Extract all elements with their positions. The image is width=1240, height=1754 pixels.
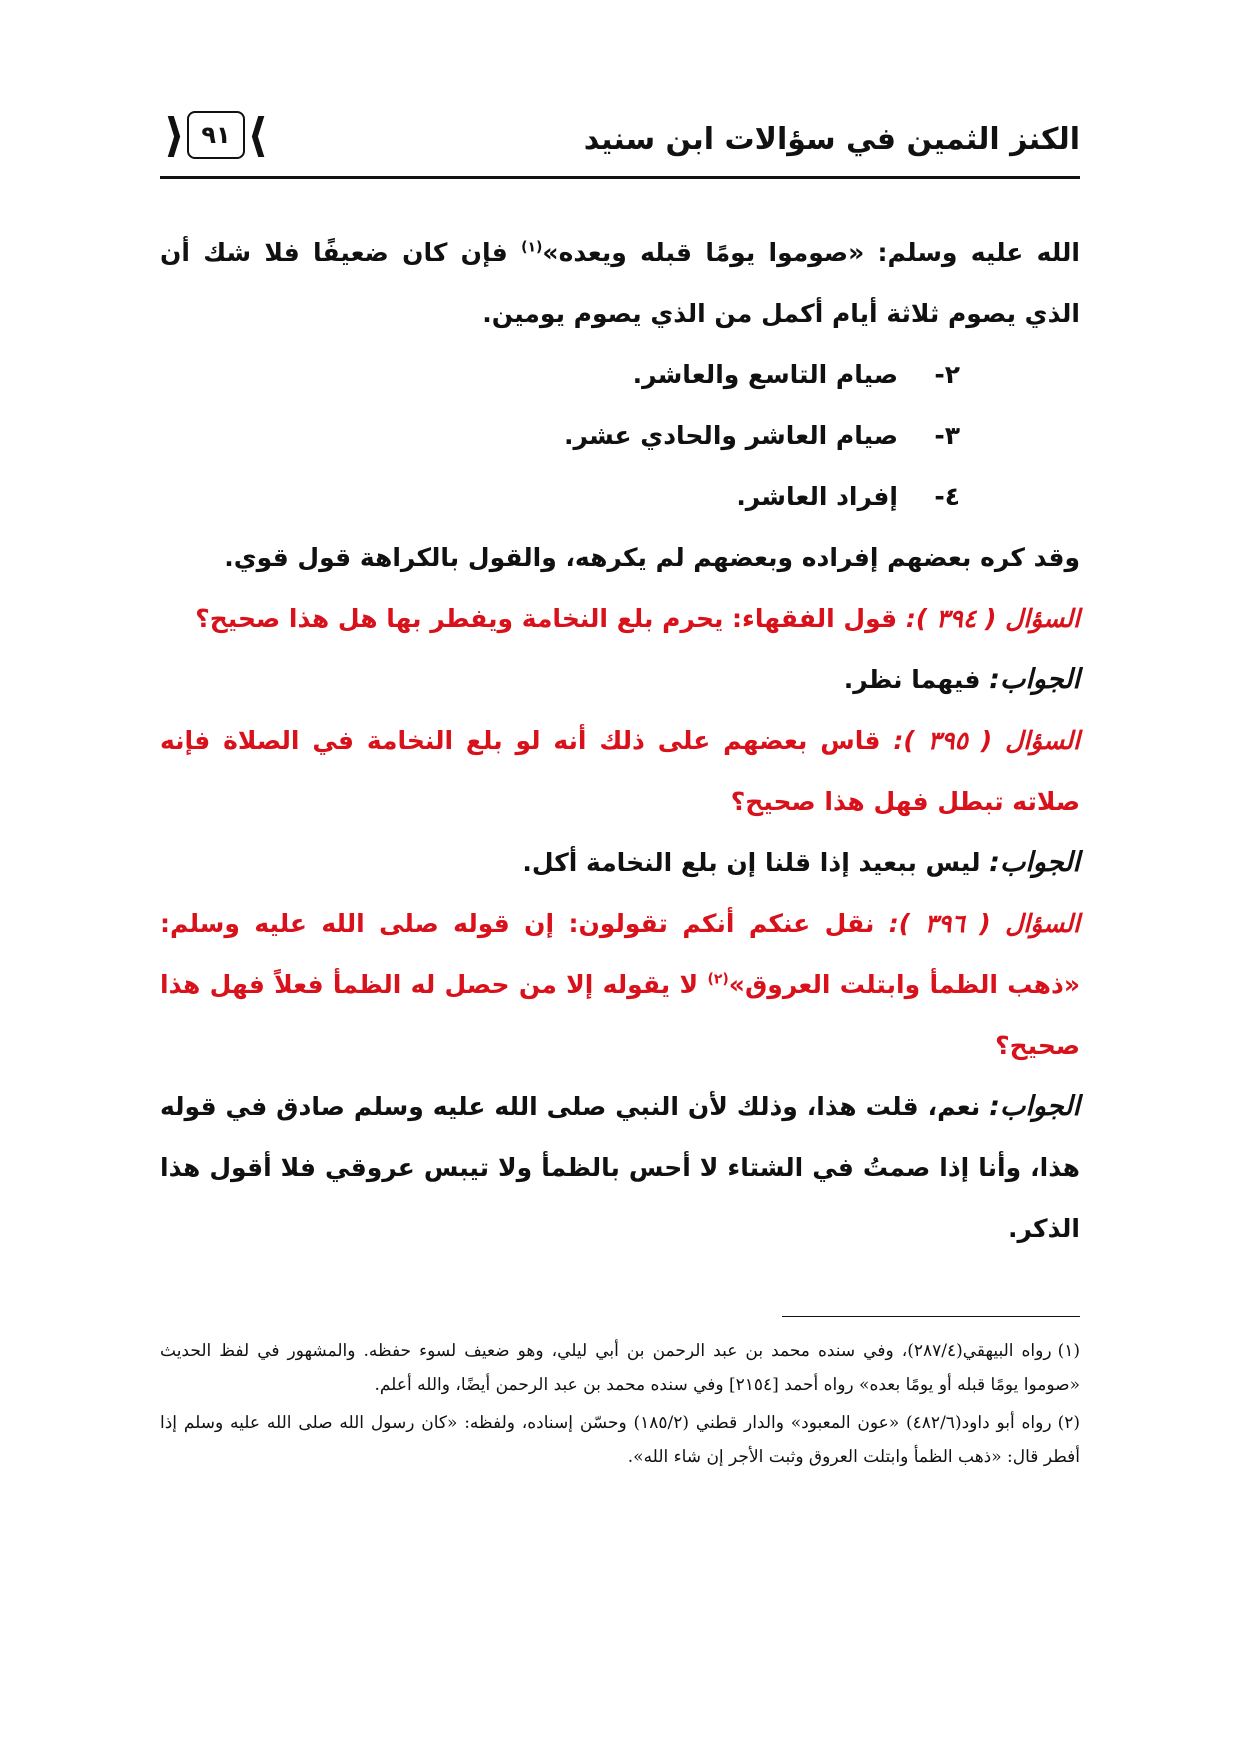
question-395: السؤال ( ٣٩٥ ): قاس بعضهم على ذلك أنه لو بلع النخامة في الصلاة فإنه صلاته تبطل فهل هذا صحيح؟ [160,726,1080,816]
page-number: ٩١ [187,111,245,159]
page-header [160,100,1080,179]
page-number-badge [160,106,272,164]
list-item: ٢- صيام التاسع والعاشر. [632,360,960,389]
answer-395: الجواب: ليس ببعيد إذا قلنا إن بلع النخامة أكل. [522,847,1080,878]
paragraph-intro: الله عليه وسلم: «صوموا يومًا قبله ويعده»$^{(١)}$ فإن كان ضعيفًا فلا شك أن الذي يصوم ثلاثة أيام أكمل من الذي يصوم يومين. [160,238,1080,328]
list-item: ٣- صيام العاشر والحادي عشر. [564,421,960,450]
footnote-divider [782,1316,1080,1317]
book-title: الكنز الثمين في سؤالات ابن سنيد [583,122,1080,157]
footnote-2: (٢)رواه أبو داود(٤٨٢/٦) «عون المعبود» والدار قطني (١٨٥/٢) وحسّن إسناده، ولفظه: «كان رسول الله صلى الله عليه وسلم إذا أفطر قال: «ذهب الظمأ وابتلت العروق وثبت الأجر إن شاء الله». [160,1413,1080,1467]
paragraph-karaha: وقد كره بعضهم إفراده وبعضهم لم يكرهه، والقول بالكراهة قول قوي. [224,543,1080,572]
list-item: ٤- إفراد العاشر. [736,482,960,511]
footnote-ref-1[interactable]: (١) [521,239,543,256]
answer-396: الجواب: نعم، قلت هذا، وذلك لأن النبي صلى الله عليه وسلم صادق في قوله هذا، وأنا إذا صمتُ في الشتاء لا أحس بالظمأ ولا تيبس عروقي فلا أقول هذا الذكر. [160,1091,1080,1243]
answer-394: الجواب: فيهما نظر. [843,664,1080,695]
footnotes [160,1334,1080,1478]
ornament-bracket-left-icon: ⟨ [163,108,185,162]
main-text [160,222,1080,1259]
question-394: السؤال ( ٣٩٤ ): قول الفقهاء: يحرم بلع النخامة ويفطر بها هل هذا صحيح؟ [195,604,1080,633]
question-396: السؤال ( ٣٩٦ ): نقل عنكم أنكم تقولون: إن قوله صلى الله عليه وسلم: «ذهب الظمأ وابتلت العروق»$^{(٢)}$ لا يقوله إلا من حصل له الظمأ فعلاً فهل هذا صحيح؟ [160,909,1080,1060]
footnote-ref-2[interactable]: (٢) [707,971,729,988]
footnote-1: (١)رواه البيهقي(٢٨٧/٤)، وفي سنده محمد بن عبد الرحمن بن أبي ليلي، وهو ضعيف لسوء حفظه. والمشهور في لفظ الحديث «صوموا يومًا قبله أو يومًا بعده» رواه أحمد [٢١٥٤] وفي سنده محمد بن عبد الرحمن أيضًا، والله أعلم. [160,1341,1080,1395]
ornament-bracket-right-icon: ⟩ [247,108,269,162]
